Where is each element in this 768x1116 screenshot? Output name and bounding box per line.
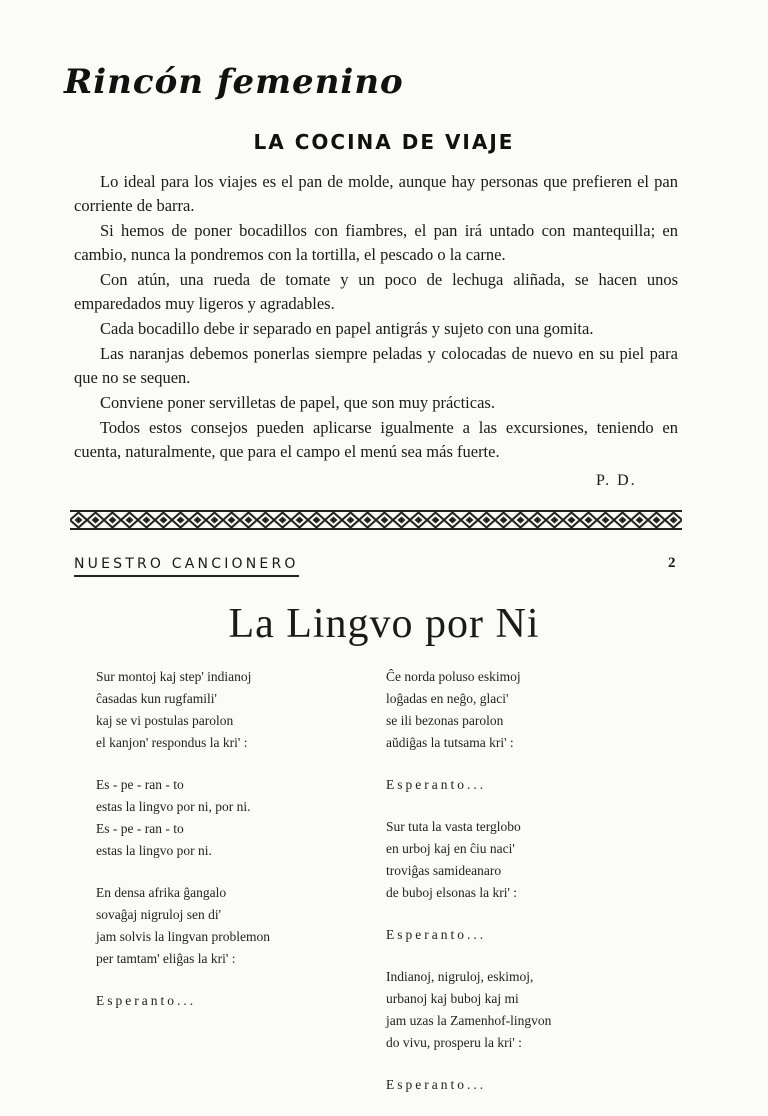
lyric-line: sovaĝaj nigruloj sen di' bbox=[96, 907, 222, 922]
lyric-line: Esperanto... bbox=[386, 777, 487, 792]
lyric-line: Esperanto... bbox=[386, 927, 487, 942]
stanza bbox=[96, 882, 366, 970]
lyric-line: loĝadas en neĝo, glaci' bbox=[386, 691, 509, 706]
lyric-line: se ili bezonas parolon bbox=[386, 713, 504, 728]
lyric-line: ĉasadas kun rugfamili' bbox=[96, 691, 217, 706]
chorus-reference bbox=[386, 924, 676, 946]
chorus-reference bbox=[96, 990, 366, 1012]
lyric-line: kaj se vi postulas parolon bbox=[96, 713, 234, 728]
lyric-line: aŭdiĝas la tutsama kri' : bbox=[386, 735, 514, 750]
lyrics-right-column bbox=[386, 666, 676, 1116]
article-paragraph: Cada bocadillo debe ir separado en papel antigrás y sujeto con una gomita. bbox=[100, 319, 594, 338]
songbook-label: NUESTRO CANCIONERO bbox=[74, 556, 299, 577]
stanza bbox=[96, 666, 366, 754]
section-title: Rincón femenino bbox=[64, 62, 404, 102]
page-number: 2 bbox=[668, 555, 676, 571]
lyrics-left-column bbox=[96, 666, 366, 1032]
lyric-line: urbanoj kaj buboj kaj mi bbox=[386, 991, 519, 1006]
lyric-line: per tamtam' eliĝas la kri' : bbox=[96, 951, 236, 966]
lyric-line: de buboj elsonas la kri' : bbox=[386, 885, 518, 900]
lyric-line: en urboj kaj en ĉiu naci' bbox=[386, 841, 515, 856]
song-title: La Lingvo por Ni bbox=[228, 601, 540, 647]
lyric-line: En densa afrika ĝangalo bbox=[96, 885, 227, 900]
chorus-reference bbox=[386, 774, 676, 796]
article-paragraph: Conviene poner servilletas de papel, que son muy prácticas. bbox=[100, 393, 495, 412]
article-paragraph: Lo ideal para los viajes es el pan de molde, aunque hay personas que prefieren el pan corriente de barra. bbox=[74, 172, 678, 215]
lyric-line: jam uzas la Zamenhof-lingvon bbox=[386, 1013, 552, 1028]
lyric-line: el kanjon' respondus la kri' : bbox=[96, 735, 248, 750]
lyric-line: Ĉe norda poluso eskimoj bbox=[386, 669, 521, 684]
article-heading: LA COCINA DE VIAJE bbox=[253, 130, 515, 154]
lyric-line: Esperanto... bbox=[96, 993, 197, 1008]
lyric-line: do vivu, prosperu la kri' : bbox=[386, 1035, 522, 1050]
article-paragraph: Las naranjas debemos ponerlas siempre peladas y colocadas de nuevo en su piel para que no se sequen. bbox=[74, 344, 678, 387]
article-paragraph: Si hemos de poner bocadillos con fiambres, el pan irá untado con mantequilla; en cambio, nunca la pondremos con la tortilla, el pescado o la carne. bbox=[74, 221, 678, 264]
lyric-line: Es - pe - ran - to bbox=[96, 777, 184, 792]
lyric-line: jam solvis la lingvan problemon bbox=[96, 929, 270, 944]
lyric-line: Sur tuta la vasta terglobo bbox=[386, 819, 521, 834]
chorus-reference bbox=[386, 1074, 676, 1096]
lyric-line: Esperanto... bbox=[386, 1077, 487, 1092]
article-paragraph: Con atún, una rueda de tomate y un poco de lechuga aliñada, se hacen unos emparedados muy ligeros y agradables. bbox=[74, 270, 678, 313]
lyric-line: estas la lingvo por ni, por ni. bbox=[96, 799, 251, 814]
stanza bbox=[386, 966, 676, 1054]
article-paragraph: Todos estos consejos pueden aplicarse igualmente a las excursiones, teniendo en cuenta, naturalmente, que para el campo el menú sea más fuerte. bbox=[74, 418, 678, 461]
ornamental-divider bbox=[70, 509, 682, 531]
lyric-line: Indianoj, nigruloj, eskimoj, bbox=[386, 969, 534, 984]
lyric-line: estas la lingvo por ni. bbox=[96, 843, 212, 858]
lyric-line: Sur montoj kaj step' indianoj bbox=[96, 669, 252, 684]
lyric-line: troviĝas samideanaro bbox=[386, 863, 502, 878]
stanza bbox=[386, 666, 676, 754]
chorus-stanza bbox=[96, 774, 366, 862]
lyric-line: Es - pe - ran - to bbox=[96, 821, 184, 836]
stanza bbox=[386, 816, 676, 904]
article-body bbox=[74, 170, 678, 465]
article-signature: P. D. bbox=[596, 472, 637, 489]
